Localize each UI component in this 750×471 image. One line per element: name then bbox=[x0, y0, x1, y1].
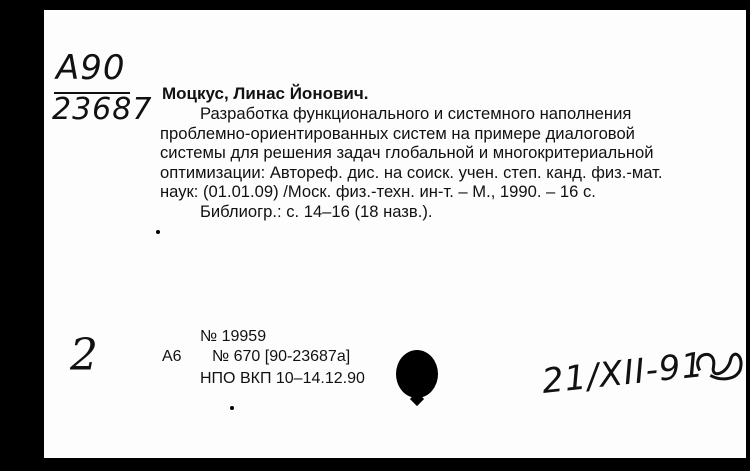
call-number: 23687 bbox=[52, 92, 153, 127]
order-number: № 670 [90-23687а] bbox=[212, 348, 351, 365]
svg-text:21/XII-91: 21/XII-91 bbox=[540, 345, 706, 402]
top-edge bbox=[44, 0, 750, 10]
bibliographic-description bbox=[160, 104, 750, 222]
catalog-card bbox=[44, 0, 750, 458]
speck bbox=[230, 406, 234, 410]
ink-blot bbox=[396, 350, 438, 398]
distributor-stamp: НПО ВКП 10–14.12.90 bbox=[200, 370, 365, 387]
bibliography-note: Библиогр.: с. 14–16 (18 назв.). bbox=[200, 201, 433, 221]
body-line: системы для решения задач глобальной и многокритериальной bbox=[160, 143, 654, 163]
speck bbox=[156, 230, 160, 234]
copy-mark: 2 bbox=[70, 330, 98, 381]
date-signature-drawing bbox=[539, 335, 750, 407]
body-line: оптимизации: Автореф. дис. на соиск. учен. степ. канд. физ.-мат. bbox=[160, 162, 663, 182]
body-line: Разработка функционального и системного наполнения bbox=[200, 104, 632, 123]
handwritten-date-signature bbox=[539, 335, 750, 416]
body-line: наук: (01.01.09) /Моск. физ.-техн. ин-т. – М., 1990. – 16 с. bbox=[160, 182, 596, 202]
author-heading: Моцкус, Линас Йонович. bbox=[162, 84, 369, 103]
call-number-shelf: A90 bbox=[56, 48, 126, 88]
body-line: проблемно-ориентированных систем на примере диалоговой bbox=[160, 123, 635, 143]
category-code: А6 bbox=[162, 348, 182, 365]
registration-number: № 19959 bbox=[200, 328, 267, 345]
